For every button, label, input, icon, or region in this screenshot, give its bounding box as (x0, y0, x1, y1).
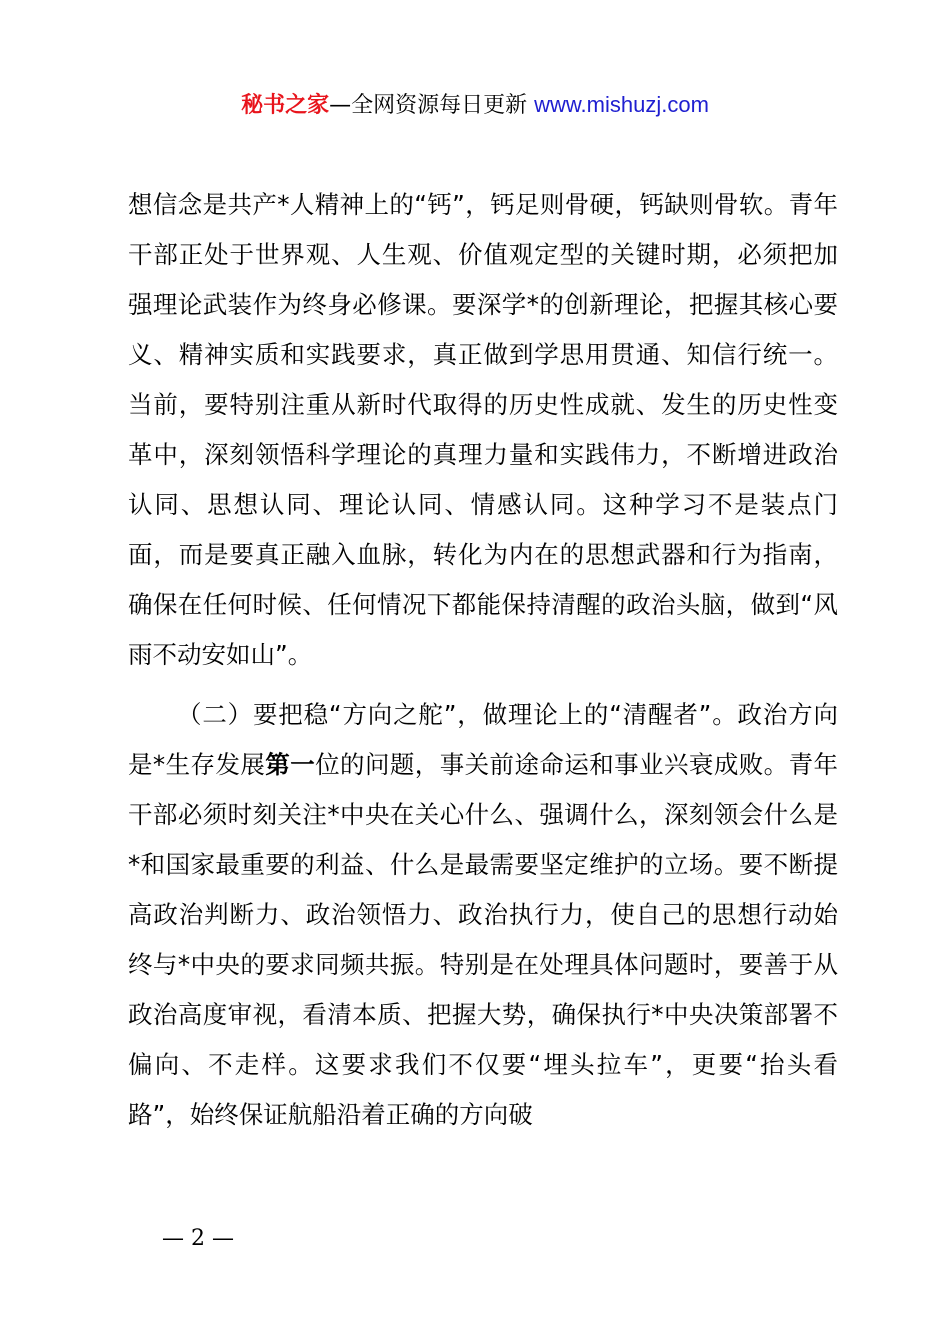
header-tagline: —全网资源每日更新 (329, 93, 528, 118)
site-url-link[interactable]: www.mishuzj.com (534, 92, 709, 117)
document-body (128, 180, 838, 1140)
paragraph-2 (128, 690, 838, 1140)
page-number: — 2 — (162, 1226, 234, 1251)
paragraph-2-bold-text: 第一 (265, 750, 316, 779)
paragraph-2-text-start: （二）要把稳“方向之舵”，做理论上的“清醒者”。政治方向是*生存发展 (128, 700, 838, 779)
paragraph-1: 想信念是共产*人精神上的“钙”，钙足则骨硬，钙缺则骨软。青年干部正处于世界观、人生观、价值观定型的关键时期，必须把加强理论武装作为终身必修课。要深学*的创新理论，把握其核心要义、精神实质和实践要求，真正做到学思用贯通、知信行统一。当前，要特别注重从新时代取得的历史性成就、发生的历史性变革中，深刻领悟科学理论的真理力量和实践伟力，不断增进政治认同、思想认同、理论认同、情感认同。这种学习不是装点门面，而是要真正融入血脉，转化为内在的思想武器和行为指南，确保在任何时候、任何情况下都能保持清醒的政治头脑，做到“风雨不动安如山”。 (128, 190, 838, 669)
brand-name: 秘书之家 (241, 93, 330, 118)
site-header (0, 88, 950, 123)
paragraph-2-text-end: 位的问题，事关前途命运和事业兴衰成败。青年干部必须时刻关注*中央在关心什么、强调什么，深刻领会什么是*和国家最重要的利益、什么是最需要坚定维护的立场。要不断提高政治判断力、政治领悟力、政治执行力，使自己的思想行动始终与*中央的要求同频共振。特别是在处理具体问题时，要善于从政治高度审视，看清本质、把握大势，确保执行*中央决策部署不偏向、不走样。这要求我们不仅要“埋头拉车”，更要“抬头看路”，始终保证航船沿着正确的方向破 (128, 750, 839, 1129)
